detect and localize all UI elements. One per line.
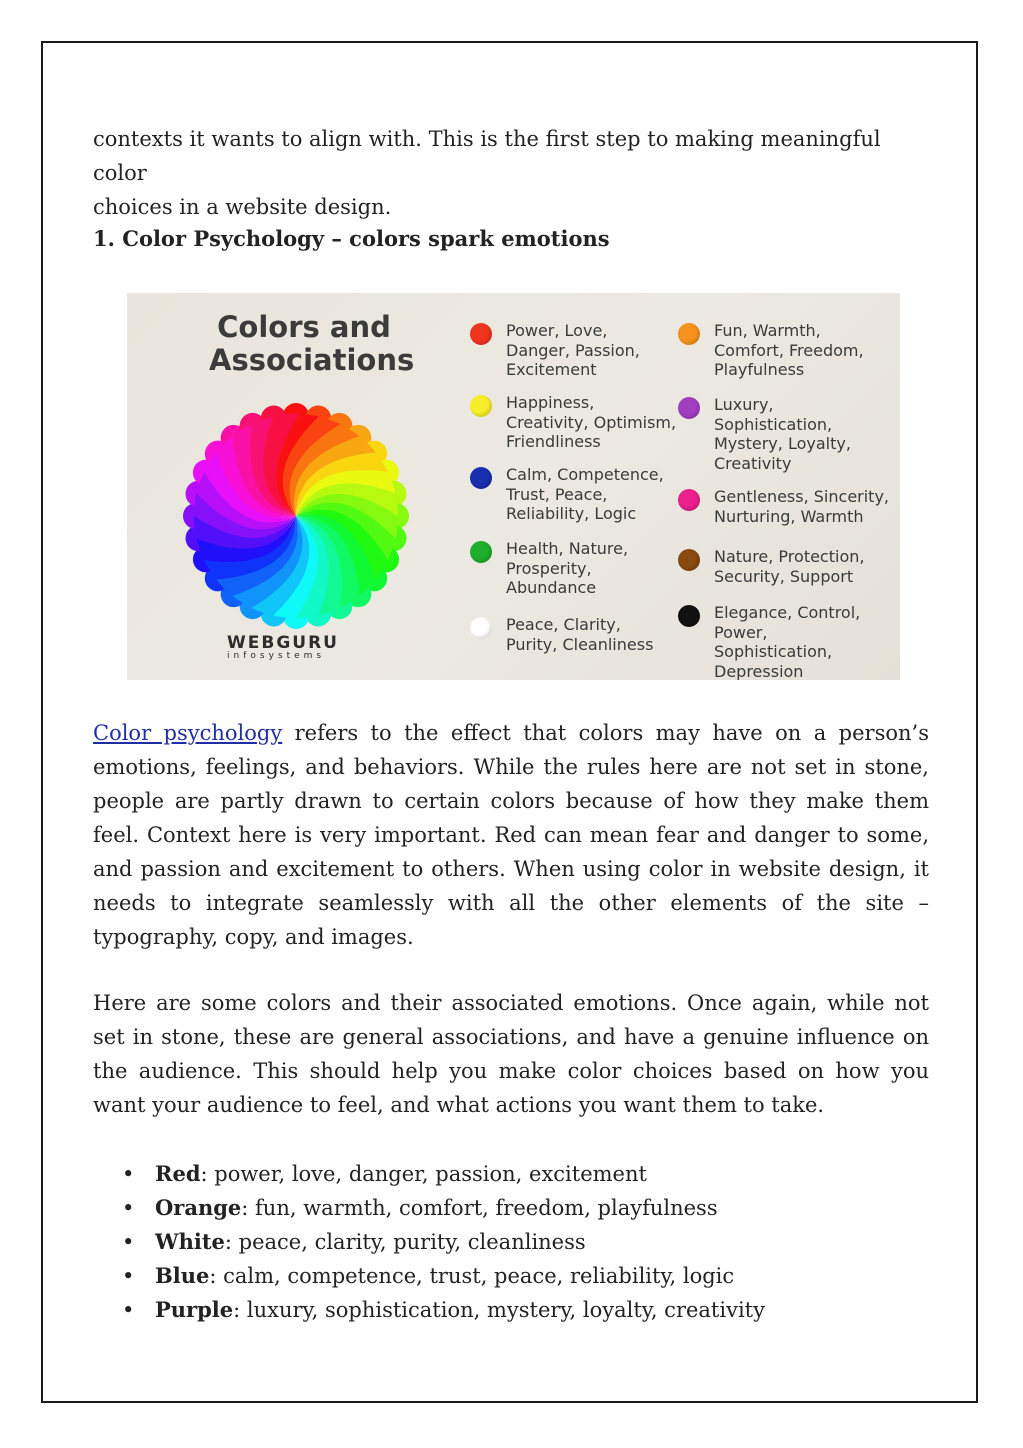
section-heading: 1. Color Psychology – colors spark emotions [93, 226, 610, 251]
infographic-title [209, 310, 415, 377]
association-line: Abundance [506, 578, 597, 597]
color-dot [470, 395, 492, 417]
associations-paragraph: Here are some colors and their associated emotions. Once again, while not set in stone, these are general associations, and have a genuine influence on the audience. This should help you make color choices based on how you want your audience to feel, and what actions you want them to take. [93, 991, 929, 1117]
list-term: Red [155, 1161, 201, 1186]
list-description: : peace, clarity, purity, cleanliness [224, 1230, 586, 1254]
list-item [155, 1225, 765, 1259]
list-term: White [155, 1229, 225, 1254]
infographic-title-line-2: Associations [209, 343, 415, 377]
association-line: Depression [714, 661, 804, 680]
association-line: Mystery, Loyalty, [714, 434, 851, 453]
association-line: Fun, Warmth, [714, 321, 821, 340]
color-psychology-link[interactable]: Color psychology [93, 721, 283, 745]
association-line: Danger, Passion, [506, 340, 640, 360]
association-item [678, 603, 889, 680]
association-line: Nature, Protection, [714, 547, 865, 566]
association-item [470, 321, 681, 380]
association-line: Playfulness [714, 360, 805, 379]
color-dot [470, 467, 492, 489]
association-line: Peace, Clarity, [506, 615, 621, 634]
list-description: : power, love, danger, passion, excitement [200, 1162, 647, 1186]
intro-line-2: choices in a website design. [93, 195, 392, 219]
paragraph-1-text: refers to the effect that colors may have on a person’s emotions, feelings, and behaviors. While the rules here are not set in stone, people are partly drawn to certain colors because of how they make them feel. Context here is very important. Red can mean fear and danger to some, and passion and excitement to others. When using color in website design, it needs to integrate seamlessly with all the other elements of the site – typography, copy, and images. [93, 721, 929, 949]
color-emotion-list [93, 1157, 765, 1327]
association-item [470, 615, 681, 654]
list-item [155, 1293, 765, 1327]
association-line: Health, Nature, [506, 539, 629, 558]
association-text [506, 321, 681, 380]
association-line: Friendliness [506, 432, 601, 451]
association-item [470, 393, 681, 452]
logo-main-text: WEBGURU [227, 633, 339, 653]
list-item [155, 1191, 765, 1225]
association-text [714, 487, 889, 526]
list-description: : luxury, sophistication, mystery, loyalty, creativity [233, 1298, 765, 1322]
association-line: Excitement [506, 360, 597, 379]
logo-sub-text: infosystems [227, 651, 326, 661]
association-line: Gentleness, Sincerity, [714, 487, 890, 506]
association-line: Sophistication, [714, 414, 833, 434]
association-line: Power, Sophistication, [714, 622, 833, 661]
color-dot [470, 617, 492, 639]
association-line: Trust, Peace, [506, 484, 608, 504]
association-line: Creativity [714, 453, 792, 473]
association-item [678, 395, 889, 473]
list-description: : fun, warmth, comfort, freedom, playfulness [241, 1196, 718, 1220]
list-item [155, 1259, 765, 1293]
association-text [714, 603, 889, 680]
association-text [714, 321, 889, 380]
webguru-logo [227, 633, 357, 661]
association-text [506, 539, 681, 598]
color-dot [678, 489, 700, 511]
list-term: Orange [155, 1195, 242, 1220]
color-dot [678, 397, 700, 419]
association-line: Nurturing, Warmth [714, 506, 864, 526]
association-text [714, 547, 889, 586]
association-line: Security, Support [714, 566, 854, 586]
list-description: : calm, competence, trust, peace, reliability, logic [209, 1264, 735, 1288]
color-dot [470, 323, 492, 345]
association-item [678, 487, 889, 526]
association-item [678, 321, 889, 380]
association-line: Calm, Competence, [506, 465, 664, 484]
association-item [678, 547, 889, 586]
association-line: Happiness, [506, 393, 595, 412]
color-wheel [181, 401, 411, 631]
association-line: Prosperity, [506, 558, 592, 578]
association-line: Power, Love, [506, 321, 608, 340]
list-term: Purple [155, 1297, 234, 1322]
list-term: Blue [155, 1263, 210, 1288]
color-dot [678, 323, 700, 345]
infographic-title-line-1: Colors and [217, 310, 391, 344]
color-dot [678, 549, 700, 571]
association-line: Creativity, Optimism, [506, 412, 677, 432]
colors-associations-infographic [127, 293, 900, 680]
color-psychology-paragraph [93, 716, 929, 954]
association-text [506, 465, 681, 524]
intro-line-1: contexts it wants to align with. This is the first step to making meaningful color [93, 127, 881, 185]
association-text [714, 395, 889, 473]
association-text [506, 615, 681, 654]
color-dot [678, 605, 700, 627]
association-line: Purity, Cleanliness [506, 634, 654, 654]
association-line: Reliability, Logic [506, 504, 637, 523]
association-item [470, 465, 681, 524]
association-line: Comfort, Freedom, [714, 340, 864, 360]
association-line: Luxury, [714, 395, 774, 414]
intro-paragraph [93, 122, 929, 224]
association-text [506, 393, 681, 452]
list-item [155, 1157, 765, 1191]
color-dot [470, 541, 492, 563]
association-item [470, 539, 681, 598]
association-line: Elegance, Control, [714, 603, 861, 622]
